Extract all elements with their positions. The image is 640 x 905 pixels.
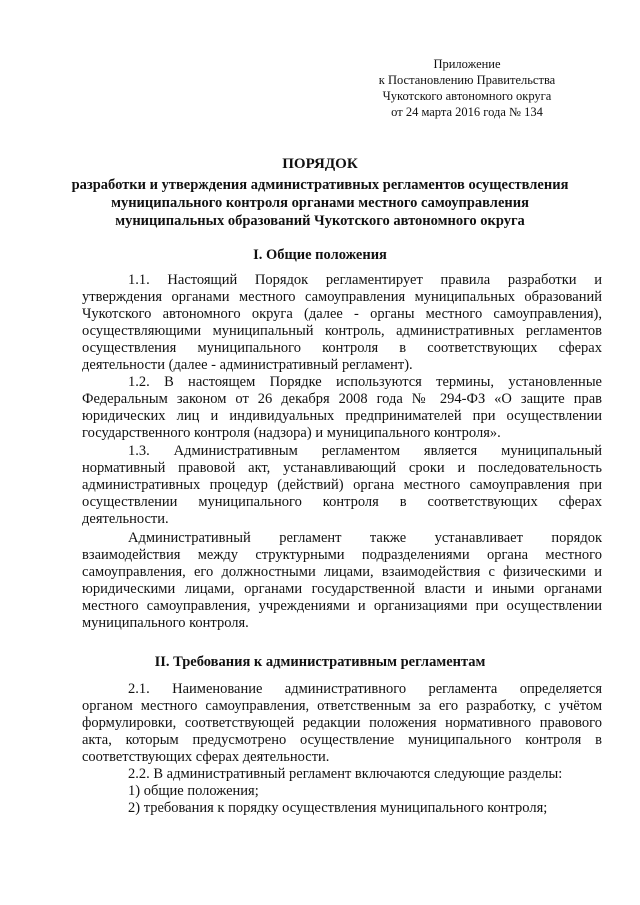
paragraph-line: 1.1. Настоящий Порядок регламентирует правила разработки и [128,272,602,288]
appendix-block [362,56,572,120]
paragraph-line: соответствующих сферах деятельности. [82,749,330,765]
paragraph-line: осуществления муниципального контроля в соответствующих сферах [82,340,602,356]
paragraph-line: 1.3. Административным регламентом является муниципальный [128,443,602,459]
paragraph-line: административных процедур (действий) органа местного самоуправления при [82,477,602,493]
paragraph-line: акта, которым предусмотрено осуществление муниципального контроля в [82,732,602,748]
title-line-2: муниципального контроля органами местного самоуправления [111,195,529,211]
paragraph-line: государственного контроля (надзора) и муниципального контроля». [82,425,501,441]
paragraph-line: самоуправления, его должностными лицами, взаимодействия с физическими и [82,564,602,580]
document-title [70,155,570,230]
appendix-decree-ref: к Постановлению Правительства [378,73,556,87]
title-line-1: разработки и утверждения административных регламентов осуществления [71,177,569,193]
paragraph-line: Чукотского автономного округа (далее - органы местного самоуправления), [82,306,602,322]
paragraph-line: осуществлении муниципального контроля в соответствующих сферах [82,494,602,510]
section-1-heading: I. Общие положения [253,247,387,263]
paragraph-line: местного самоуправления, учреждениями и организациями при осуществлении [82,598,602,614]
paragraph-line: утверждения органами местного самоуправления муниципальных образований [82,289,602,305]
paragraph-line: 1) общие положения; [128,783,259,799]
title-line-3: муниципальных образований Чукотского автономного округа [115,213,525,229]
section-2-heading: II. Требования к административным регламентам [154,654,486,670]
paragraph-line: деятельности (далее - административный регламент). [82,357,413,373]
paragraph-line: 1.2. В настоящем Порядке используются термины, установленные [128,374,602,390]
paragraph-line: Административный регламент также устанавливает порядок [128,530,602,546]
paragraph-line: деятельности. [82,511,169,527]
paragraph-line: муниципального контроля. [82,615,249,631]
appendix-label: Приложение [433,57,501,71]
paragraph-line: 2.2. В административный регламент включаются следующие разделы: [128,766,563,782]
paragraph-line: осуществляющими муниципальный контроль, административных регламентов [82,323,602,339]
paragraph-line: формулировки, соответствующей редакции положения нормативного правового [82,715,602,731]
paragraph-line: 2) требования к порядку осуществления муниципального контроля; [128,800,548,816]
paragraph-line: нормативный правовой акт, устанавливающий сроки и последовательность [82,460,602,476]
paragraph-line: взаимодействия между структурными подразделениями органа местного [82,547,602,563]
appendix-region: Чукотского автономного округа [382,89,552,103]
title-main: ПОРЯДОК [282,156,358,172]
paragraph-line: органом местного самоуправления, ответственным за его разработку, с учётом [82,698,602,714]
paragraph-line: юридическими лицами, органами государственной власти и иными органами [82,581,602,597]
paragraph-line: юридических лиц и индивидуальных предпринимателей при осуществлении [82,408,602,424]
paragraph-line: 2.1. Наименование административного регламента определяется [128,681,602,697]
paragraph-line: Федеральным законом от 26 декабря 2008 года № 294-ФЗ «О защите прав [82,391,602,407]
appendix-date: от 24 марта 2016 года № 134 [391,105,543,119]
